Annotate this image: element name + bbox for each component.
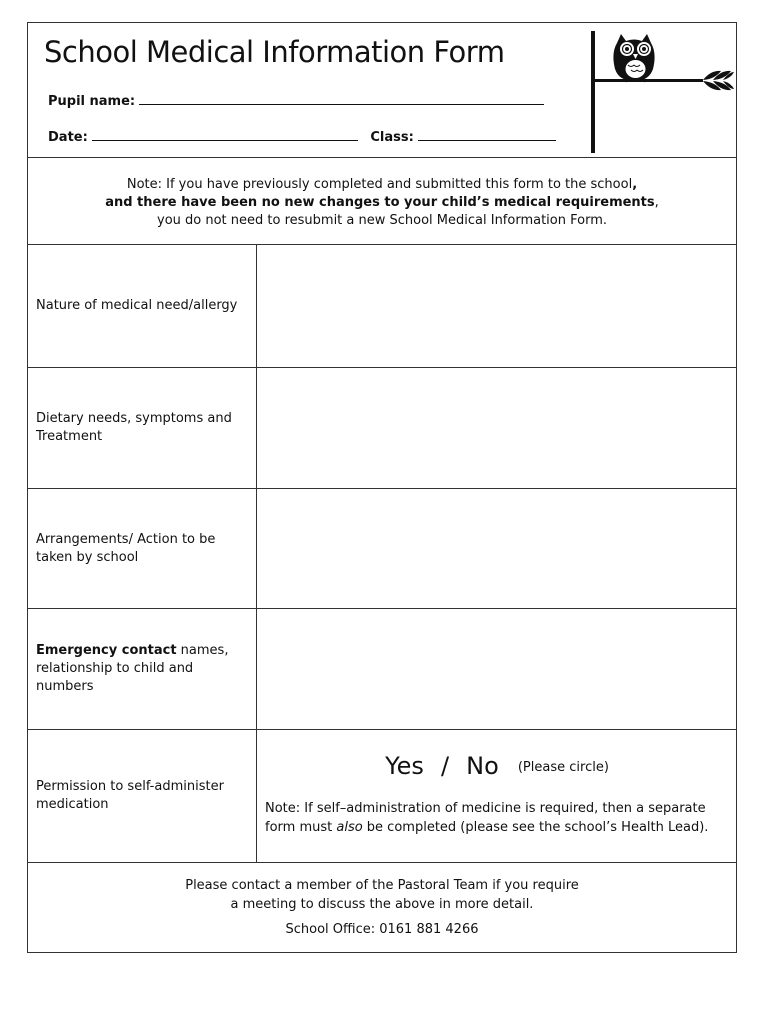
- arrangements-field[interactable]: [258, 489, 736, 608]
- row-label-self-administer: Permission to self-administer medication: [28, 730, 257, 862]
- date-field[interactable]: [92, 129, 358, 141]
- form-header: [28, 23, 736, 158]
- self-administer-note-end: be completed (please see the school’s Health Lead).: [362, 820, 709, 835]
- self-administer-note-start: Note: If self–administration of medicine is required, then a separate form must: [265, 801, 706, 835]
- medical-information-form: [27, 22, 737, 953]
- form-footer: [28, 863, 736, 952]
- row-label-dietary-needs: Dietary needs, symptoms and Treatment: [28, 368, 257, 488]
- emergency-contact-rest: names, relationship to child and numbers: [36, 643, 229, 694]
- pupil-name-field[interactable]: [139, 93, 544, 105]
- row-arrangements: [28, 489, 736, 609]
- owl-on-branch-icon: [590, 29, 735, 153]
- emergency-contact-field[interactable]: [258, 609, 736, 729]
- self-administer-note-italic: also: [336, 820, 363, 835]
- yes-no-choice: [258, 752, 736, 780]
- yes-option[interactable]: Yes: [385, 752, 424, 780]
- row-label-emergency-contact: [28, 609, 257, 729]
- dietary-needs-field[interactable]: [258, 368, 736, 488]
- note-line-1: [28, 176, 736, 194]
- self-administer-field: [258, 730, 736, 862]
- pupil-name-label: Pupil name:: [48, 94, 136, 109]
- yes-no-separator: /: [440, 752, 450, 780]
- note-line-3: you do not need to resubmit a new School Medical Information Form.: [157, 213, 607, 228]
- please-circle-hint: (Please circle): [517, 760, 609, 775]
- row-label-medical-need: Nature of medical need/allergy: [28, 245, 257, 367]
- note-line-2-comma: ,: [654, 195, 659, 210]
- emergency-contact-bold: Emergency contact: [36, 643, 177, 658]
- self-administer-note: [265, 799, 737, 837]
- row-medical-need: [28, 245, 736, 368]
- resubmission-note: [28, 157, 736, 245]
- class-field[interactable]: [418, 129, 556, 141]
- school-office-phone: School Office: 0161 881 4266: [285, 922, 479, 937]
- row-emergency-contact: [28, 609, 736, 730]
- row-dietary-needs: [28, 368, 736, 489]
- footer-line-1: Please contact a member of the Pastoral Team if you require: [185, 878, 579, 893]
- form-title: School Medical Information Form: [44, 35, 505, 69]
- medical-need-field[interactable]: [258, 245, 736, 367]
- row-label-arrangements: Arrangements/ Action to be taken by school: [28, 489, 257, 608]
- pupil-name-line: [48, 93, 544, 109]
- footer-line-2: a meeting to discuss the above in more detail.: [230, 897, 534, 912]
- note-line-1-text: Note: If you have previously completed and submitted this form to the school: [126, 177, 633, 192]
- note-line-2-bold: and there have been no new changes to your child’s medical requirements: [105, 195, 655, 210]
- class-label: Class:: [370, 130, 414, 145]
- no-option[interactable]: No: [466, 752, 499, 780]
- date-class-line: [48, 129, 556, 145]
- note-line-1-comma: ,: [632, 177, 638, 192]
- note-line-2: [28, 194, 736, 212]
- date-label: Date:: [48, 130, 88, 145]
- row-self-administer: [28, 730, 736, 863]
